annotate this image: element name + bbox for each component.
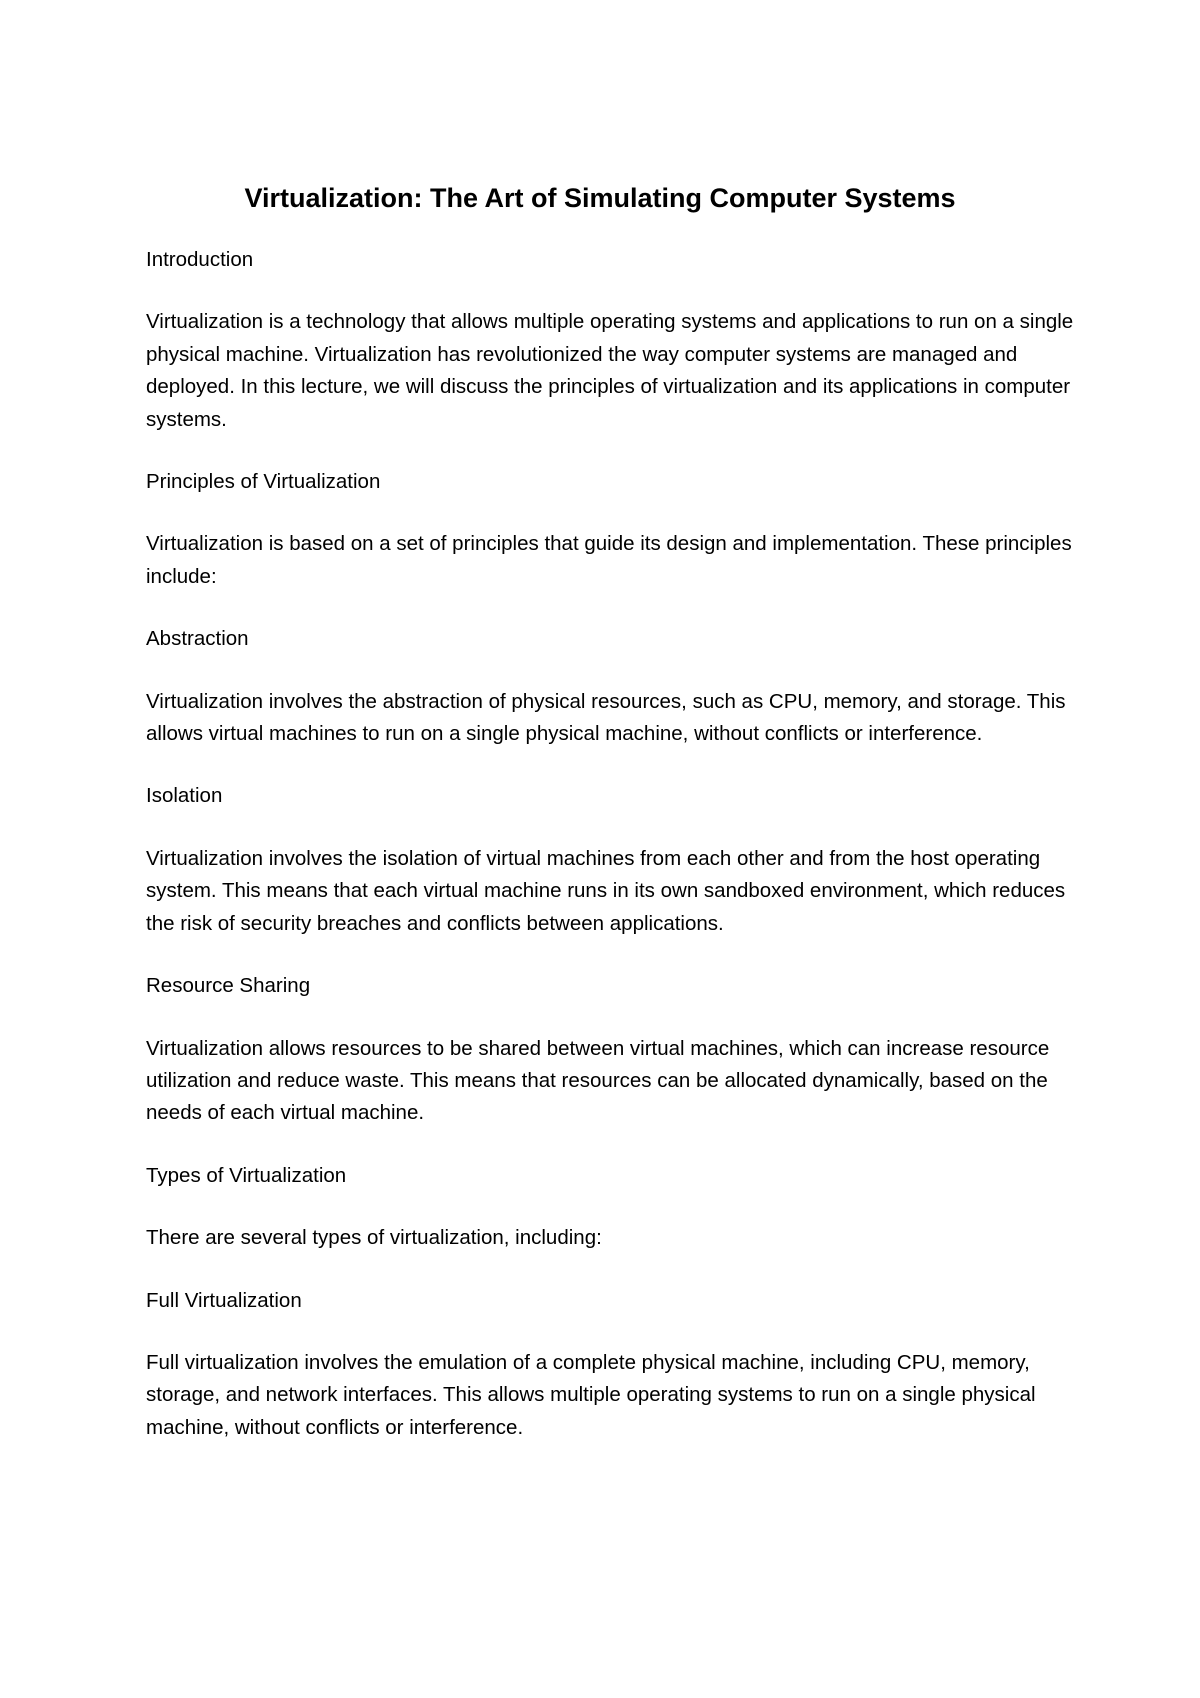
section-heading-isolation: Isolation (146, 784, 223, 808)
section-heading-resource-sharing: Resource Sharing (146, 974, 311, 998)
section-heading-introduction: Introduction (146, 248, 254, 271)
section-heading-full-virtualization: Full Virtualization (146, 1288, 302, 1312)
section-heading-abstraction: Abstraction (146, 627, 249, 651)
paragraph-introduction: Virtualization is a technology that allows multiple operating systems and applications to run on a single physical machine. Virtualization has revolutionized the way computer systems are managed and deployed. In this lecture, we will discuss the principles of virtualization and its applications in computer systems. (146, 310, 1074, 431)
paragraph-abstraction: Virtualization involves the abstraction of physical resources, such as CPU, memory, and storage. This allows virtual machines to run on a single physical machine, without conflicts or interference. (146, 689, 1066, 746)
paragraph-types: There are several types of virtualization, including: (146, 1226, 602, 1250)
section-heading-principles: Principles of Virtualization (146, 470, 381, 494)
section-heading-types: Types of Virtualization (146, 1163, 347, 1187)
paragraph-full-virtualization: Full virtualization involves the emulation of a complete physical machine, including CPU, memory, storage, and network interfaces. This allows multiple operating systems to run on a single physical machine, without conflicts or interference. (146, 1350, 1036, 1439)
paragraph-resource-sharing: Virtualization allows resources to be shared between virtual machines, which can increase resource utilization and reduce waste. This means that resources can be allocated dynamically, based on the needs of each virtual machine. (146, 1036, 1050, 1125)
paragraph-isolation: Virtualization involves the isolation of virtual machines from each other and from the host operating system. This means that each virtual machine runs in its own sandboxed environment, which reduces the risk of security breaches and conflicts between applications. (146, 846, 1066, 935)
document-title: Virtualization: The Art of Simulating Computer Systems (244, 183, 956, 213)
document-body (146, 244, 1076, 1474)
paragraph-principles: Virtualization is based on a set of principles that guide its design and implementation. These principles include: (146, 532, 1072, 588)
